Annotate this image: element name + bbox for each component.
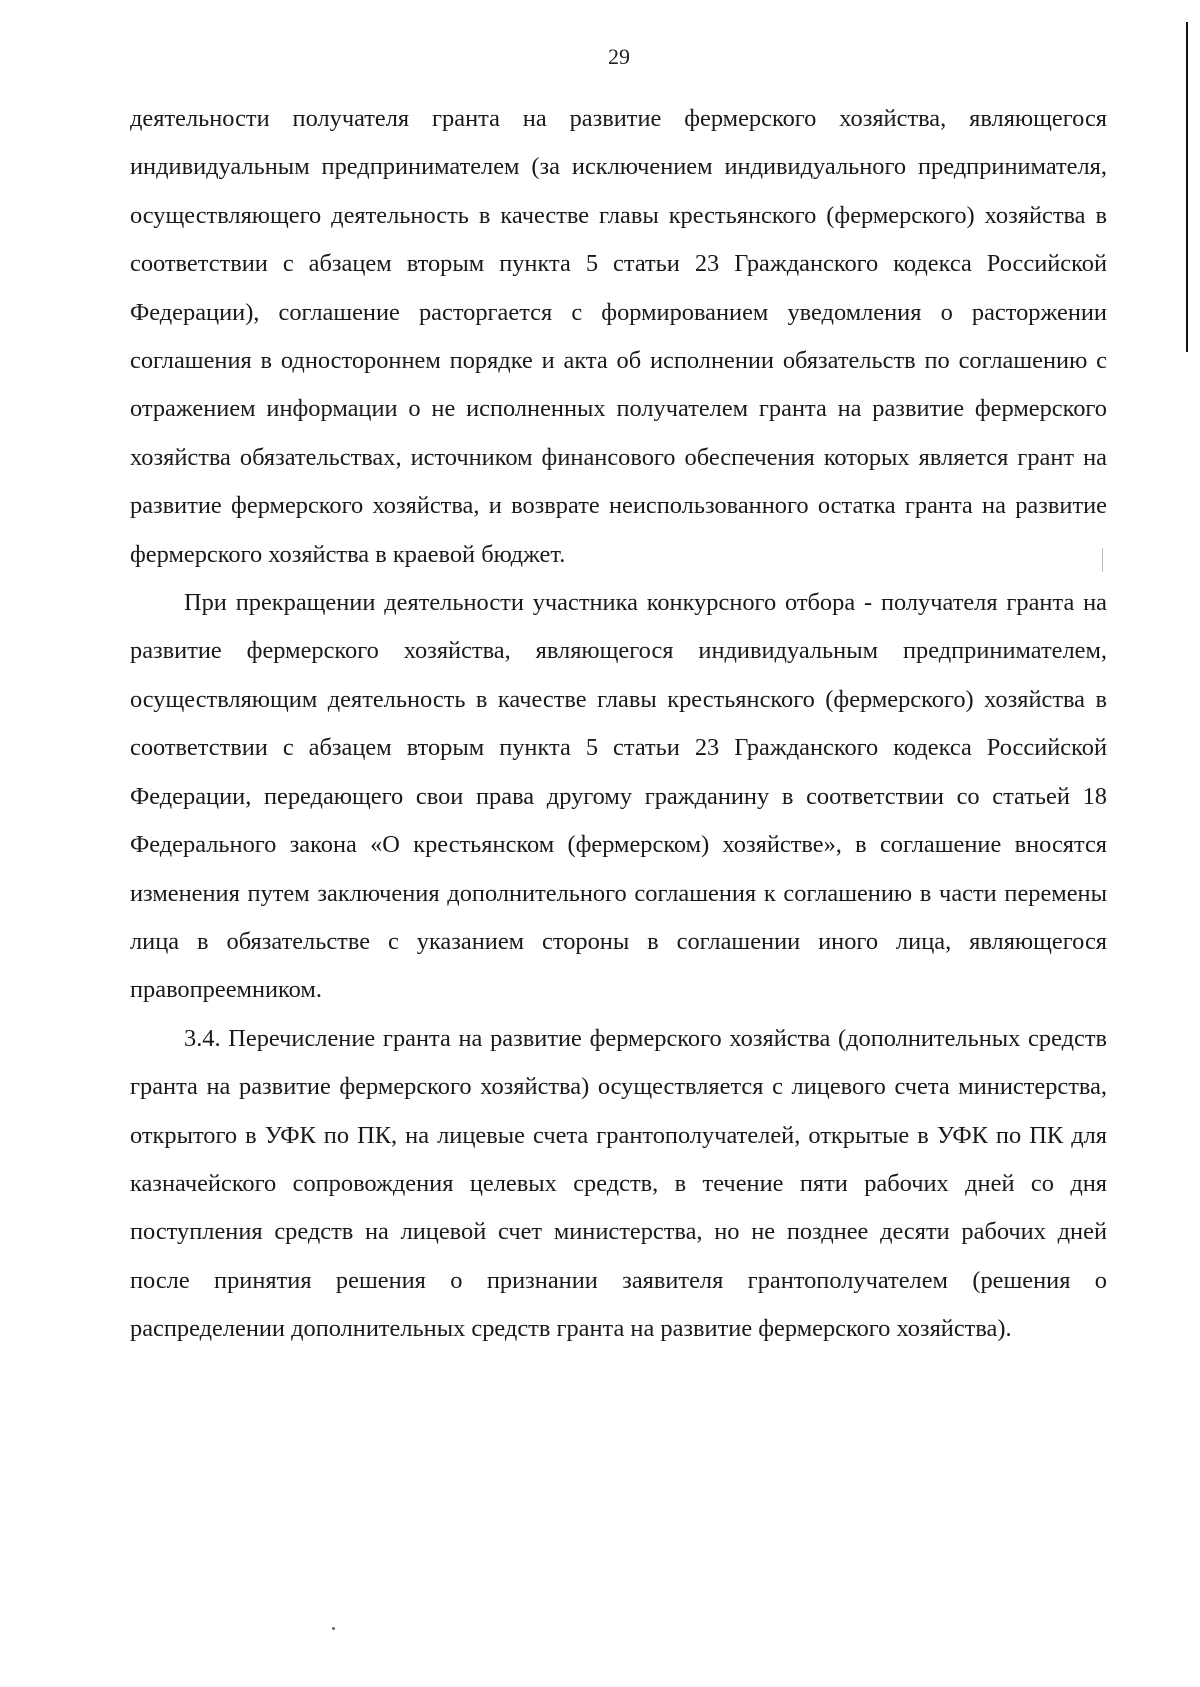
paragraph-continuation: деятельности получателя гранта на развитие фермерского хозяйства, являющегося индивидуальным предпринимателем (за исключением индивидуального предпринимателя, осуществляющего деятельность в качестве главы крестьянского (фермерского) хозяйства в соответствии с абзацем вторым пункта 5 статьи 23 Гражданского кодекса Российской Федерации), соглашение расторгается с формированием уведомления о расторжении соглашения в одностороннем порядке и акта об исполнении обязательств по соглашению с отражением информации о не исполненных получателем гранта на развитие фермерского хозяйства обязательствах, источником финансового обеспечения которых является грант на развитие фермерского хозяйства, и возврате неиспользованного остатка гранта на развитие фермерского хозяйства в краевой бюджет. <box>130 105 1107 568</box>
paragraph-termination: При прекращении деятельности участника конкурсного отбора - получателя гранта на развитие фермерского хозяйства, являющегося индивидуальным предпринимателем, осуществляющим деятельность в качестве главы крестьянского (фермерского) хозяйства в соответствии с абзацем вторым пункта 5 статьи 23 Гражданского кодекса Российской Федерации, передающего свои права другому гражданину в соответствии со статьей 18 Федерального закона «О крестьянском (фермерском) хозяйстве», в соглашение вносятся изменения путем заключения дополнительного соглашения к соглашению в части перемены лица в обязательстве с указанием стороны в соглашении иного лица, являющегося правопреемником. <box>130 589 1107 1004</box>
document-body <box>130 95 1107 1354</box>
scan-edge-line <box>1186 22 1188 352</box>
paragraph-3-4: 3.4. Перечисление гранта на развитие фермерского хозяйства (дополнительных средств гранта на развитие фермерского хозяйства) осуществляется с лицевого счета министерства, открытого в УФК по ПК, на лицевые счета грантополучателей, открытые в УФК по ПК для казначейского сопровождения целевых средств, в течение пяти рабочих дней со дня поступления средств на лицевой счет министерства, но не позднее десяти рабочих дней после принятия решения о признании заявителя грантополучателем (решения о распределении дополнительных средств гранта на развитие фермерского хозяйства). <box>130 1024 1107 1343</box>
page-number: 29 <box>608 44 630 69</box>
scan-dot <box>332 1627 335 1630</box>
